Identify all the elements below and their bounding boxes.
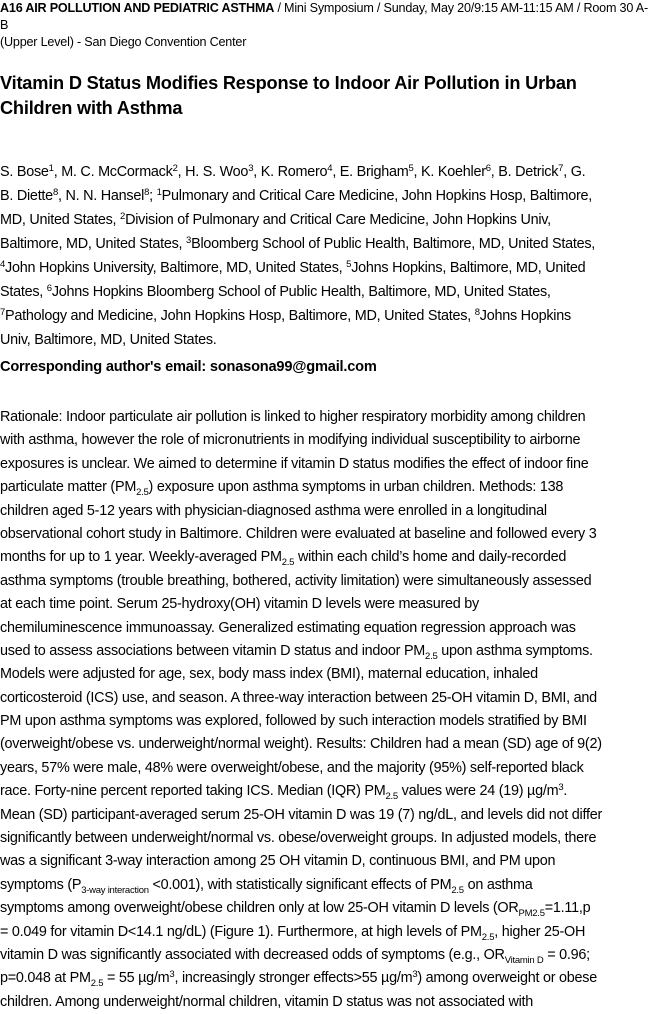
abstract-line: Mean (SD) participant-averaged serum 25-OH vitamin D was 19 (7) ng/dL, and levels did not differ xyxy=(0,806,603,823)
subscript: Vitamin D xyxy=(504,954,544,966)
affiliations-line xyxy=(0,232,650,256)
affiliation-number: 5 xyxy=(346,259,352,270)
superscript: 3 xyxy=(412,969,418,981)
affiliation-text: States, xyxy=(0,284,47,300)
abstract-text: = 0.96; xyxy=(543,946,590,963)
abstract-text: vitamin D was significantly associated with decreased odds of symptoms (e.g., OR xyxy=(0,946,505,963)
authors-line xyxy=(0,184,650,208)
title-line-1: Vitamin D Status Modifies Response to Indoor Air Pollution in Urban xyxy=(0,73,577,93)
authors-affiliations xyxy=(0,160,650,352)
abstract-line: years, 57% were male, 48% were overweight/obese, and the majority (95%) self-reported black xyxy=(0,759,584,776)
abstract-text: symptoms among overweight/obese children only at low 25-OH vitamin D levels (OR xyxy=(0,900,519,917)
subscript: 2.5 xyxy=(281,557,295,569)
abstract-line: chemiluminescence immunoassay. Generalized estimating equation regression approach was xyxy=(0,619,576,636)
affiliation-number: 7 xyxy=(0,307,6,318)
affiliation-number: 8 xyxy=(144,187,150,198)
subscript: 2.5 xyxy=(385,791,398,803)
abstract-body xyxy=(0,406,650,1014)
abstract-line: asthma symptoms (trouble breathing, bothered, activity limitation) were simultaneously assessed xyxy=(0,572,592,589)
abstract-title xyxy=(0,71,650,121)
affiliation-number: 6 xyxy=(485,163,491,174)
abstract-text: , increasingly stronger effects>55 µg/m xyxy=(174,970,413,987)
affiliation-number: 4 xyxy=(327,163,333,174)
abstract-line xyxy=(0,476,650,499)
author-text: , H. S. Woo xyxy=(177,164,249,180)
affiliation-text: Johns Hopkins, Baltimore, MD, United xyxy=(351,260,586,276)
affiliation-text: Baltimore, MD, United States, xyxy=(0,236,187,252)
affiliation-number: 2 xyxy=(172,163,178,174)
abstract-line xyxy=(0,546,650,569)
affiliation-number: 4 xyxy=(0,259,6,270)
abstract-line: PM upon asthma symptoms was explored, followed by such interaction models stratified by BMI xyxy=(0,713,587,730)
abstract-line: with asthma, however the role of micronutrients in modifying individual susceptibility to airborne xyxy=(0,432,581,449)
affiliation-text: MD, United States, xyxy=(0,212,121,228)
abstract-line xyxy=(0,874,650,897)
affiliation-number: 3 xyxy=(248,163,254,174)
author-text: , M. C. McCormack xyxy=(53,164,173,180)
subscript: 2.5 xyxy=(451,884,464,896)
affiliation-text: Division of Pulmonary and Critical Care Medicine, John Hopkins Univ, xyxy=(125,212,551,228)
affiliations-line xyxy=(0,304,650,328)
author-text: B. Diette xyxy=(0,188,53,204)
affiliation-text: Pathology and Medicine, John Hopkins Hosp, Baltimore, MD, United States, xyxy=(5,308,475,324)
subscript: PM2.5 xyxy=(518,908,545,920)
subscript: 2.5 xyxy=(90,978,104,990)
abstract-line xyxy=(0,944,650,967)
abstract-text: p=0.048 at PM xyxy=(0,970,91,987)
abstract-line xyxy=(0,897,650,920)
superscript: 3 xyxy=(558,782,564,794)
author-text: , B. Detrick xyxy=(490,164,559,180)
affiliation-number: 2 xyxy=(120,211,126,222)
abstract-line: exposures is unclear. We aimed to determine if vitamin D status modifies the effect of indoor fine xyxy=(0,455,589,472)
subscript: 2.5 xyxy=(136,487,149,499)
abstract-text: within each child’s home and daily-recorded xyxy=(294,549,567,566)
abstract-text: values were 24 (19) µg/m xyxy=(397,783,559,800)
abstract-text: ) among overweight or obese xyxy=(417,970,597,987)
corresponding-email: Corresponding author's email: sonasona99@gmail.com xyxy=(0,359,377,375)
session-header xyxy=(0,0,650,51)
abstract-line xyxy=(0,921,650,944)
title-line-2: Children with Asthma xyxy=(0,98,183,118)
affiliations-line xyxy=(0,256,650,280)
abstract-text: particulate matter (PM xyxy=(0,479,137,496)
abstract-line: at each time point. Serum 25-hydroxy(OH) vitamin D levels were measured by xyxy=(0,596,479,613)
affiliation-number: 6 xyxy=(46,283,52,294)
affiliation-number: 7 xyxy=(558,163,564,174)
affiliation-text: Johns Hopkins xyxy=(479,308,571,324)
abstract-text: ) exposure upon asthma symptoms in urban children. Methods: 138 xyxy=(148,479,564,496)
session-name: A16 AIR POLLUTION AND PEDIATRIC ASTHMA xyxy=(0,1,275,15)
author-text: ; xyxy=(149,188,157,204)
superscript: 3 xyxy=(169,969,175,981)
abstract-text: upon asthma symptoms. xyxy=(437,642,593,659)
abstract-text: , higher 25-OH xyxy=(494,923,586,940)
affiliations-line: Univ, Baltimore, MD, United States. xyxy=(0,332,217,348)
author-text: , K. Romero xyxy=(253,164,328,180)
affiliation-number: 8 xyxy=(52,187,58,198)
affiliation-text: John Hopkins University, Baltimore, MD, United States, xyxy=(5,260,347,276)
subscript: 2.5 xyxy=(481,931,495,943)
abstract-text: race. Forty-nine percent reported taking ICS. Median (IQR) PM xyxy=(0,783,386,800)
session-location: (Upper Level) - San Diego Convention Center xyxy=(0,35,247,49)
abstract-text: on asthma xyxy=(463,876,533,893)
abstract-text: = 0.049 for vitamin D<14.1 ng/dL) (Figure 1). Furthermore, at high levels of PM xyxy=(0,923,482,940)
abstract-text: used to assess associations between vitamin D status and indoor PM xyxy=(0,642,426,659)
abstract-text: months for up to 1 year. Weekly-averaged PM xyxy=(0,549,282,566)
abstract-line xyxy=(0,967,650,990)
affiliation-text: Bloomberg School of Public Health, Baltimore, MD, United States, xyxy=(191,236,596,252)
session-details: / Mini Symposium / Sunday, May 20/9:15 AM-11:15 AM / Room 30 A-B xyxy=(0,1,648,32)
affiliation-number: 5 xyxy=(408,163,414,174)
affiliation-text: Johns Hopkins Bloomberg School of Public Health, Baltimore, MD, United States, xyxy=(51,284,551,300)
abstract-text: . xyxy=(563,783,568,800)
abstract-text: symptoms (P xyxy=(0,876,82,893)
subscript: 3-way interaction xyxy=(81,884,149,896)
session-line-1 xyxy=(0,0,650,34)
affiliation-number: 1 xyxy=(156,187,162,198)
author-text: , K. Koehler xyxy=(413,164,486,180)
abstract-text: <0.001), with statistically significant effects of PM xyxy=(148,876,452,893)
abstract-line xyxy=(0,780,650,803)
affiliation-text: Pulmonary and Critical Care Medicine, John Hopkins Hosp, Baltimore, xyxy=(161,188,593,204)
abstract-line: children. Among underweight/normal children, vitamin D status was not associated with xyxy=(0,993,534,1010)
abstract-text: = 55 µg/m xyxy=(103,970,170,987)
author-text: , E. Brigham xyxy=(332,164,409,180)
abstract-line: children aged 5-12 years with physician-diagnosed asthma were enrolled in a longitudinal xyxy=(0,502,547,519)
subscript: 2.5 xyxy=(425,650,438,662)
abstract-line: Models were adjusted for age, sex, body mass index (BMI), maternal education, inhaled xyxy=(0,666,538,683)
affiliations-line xyxy=(0,208,650,232)
affiliation-number: 3 xyxy=(186,235,192,246)
author-text: , N. N. Hansel xyxy=(58,188,145,204)
affiliation-number: 8 xyxy=(474,307,480,318)
abstract-line: corticosteroid (ICS) use, and season. A three-way interaction between 25-OH vitamin D, BMI, and xyxy=(0,689,597,706)
author-text: , G. xyxy=(563,164,586,180)
authors-line xyxy=(0,160,650,184)
abstract-line: significantly between underweight/normal vs. obese/overweight groups. In adjusted models, there xyxy=(0,830,597,847)
abstract-text: =1.11,p xyxy=(544,900,591,917)
abstract-line: (overweight/obese vs. underweight/normal weight). Results: Children had a mean (SD) age of 9(2) xyxy=(0,736,602,753)
affiliations-line xyxy=(0,280,650,304)
abstract-line xyxy=(0,640,650,663)
abstract-line: observational cohort study in Baltimore. Children were evaluated at baseline and followed every 3 xyxy=(0,525,597,542)
author-text: S. Bose xyxy=(0,164,49,180)
abstract-line: was a significant 3-way interaction among 25 OH vitamin D, continuous BMI, and PM upon xyxy=(0,853,556,870)
affiliation-number: 1 xyxy=(48,163,54,174)
abstract-line: Rationale: Indoor particulate air pollution is linked to higher respiratory morbidity among children xyxy=(0,409,586,425)
